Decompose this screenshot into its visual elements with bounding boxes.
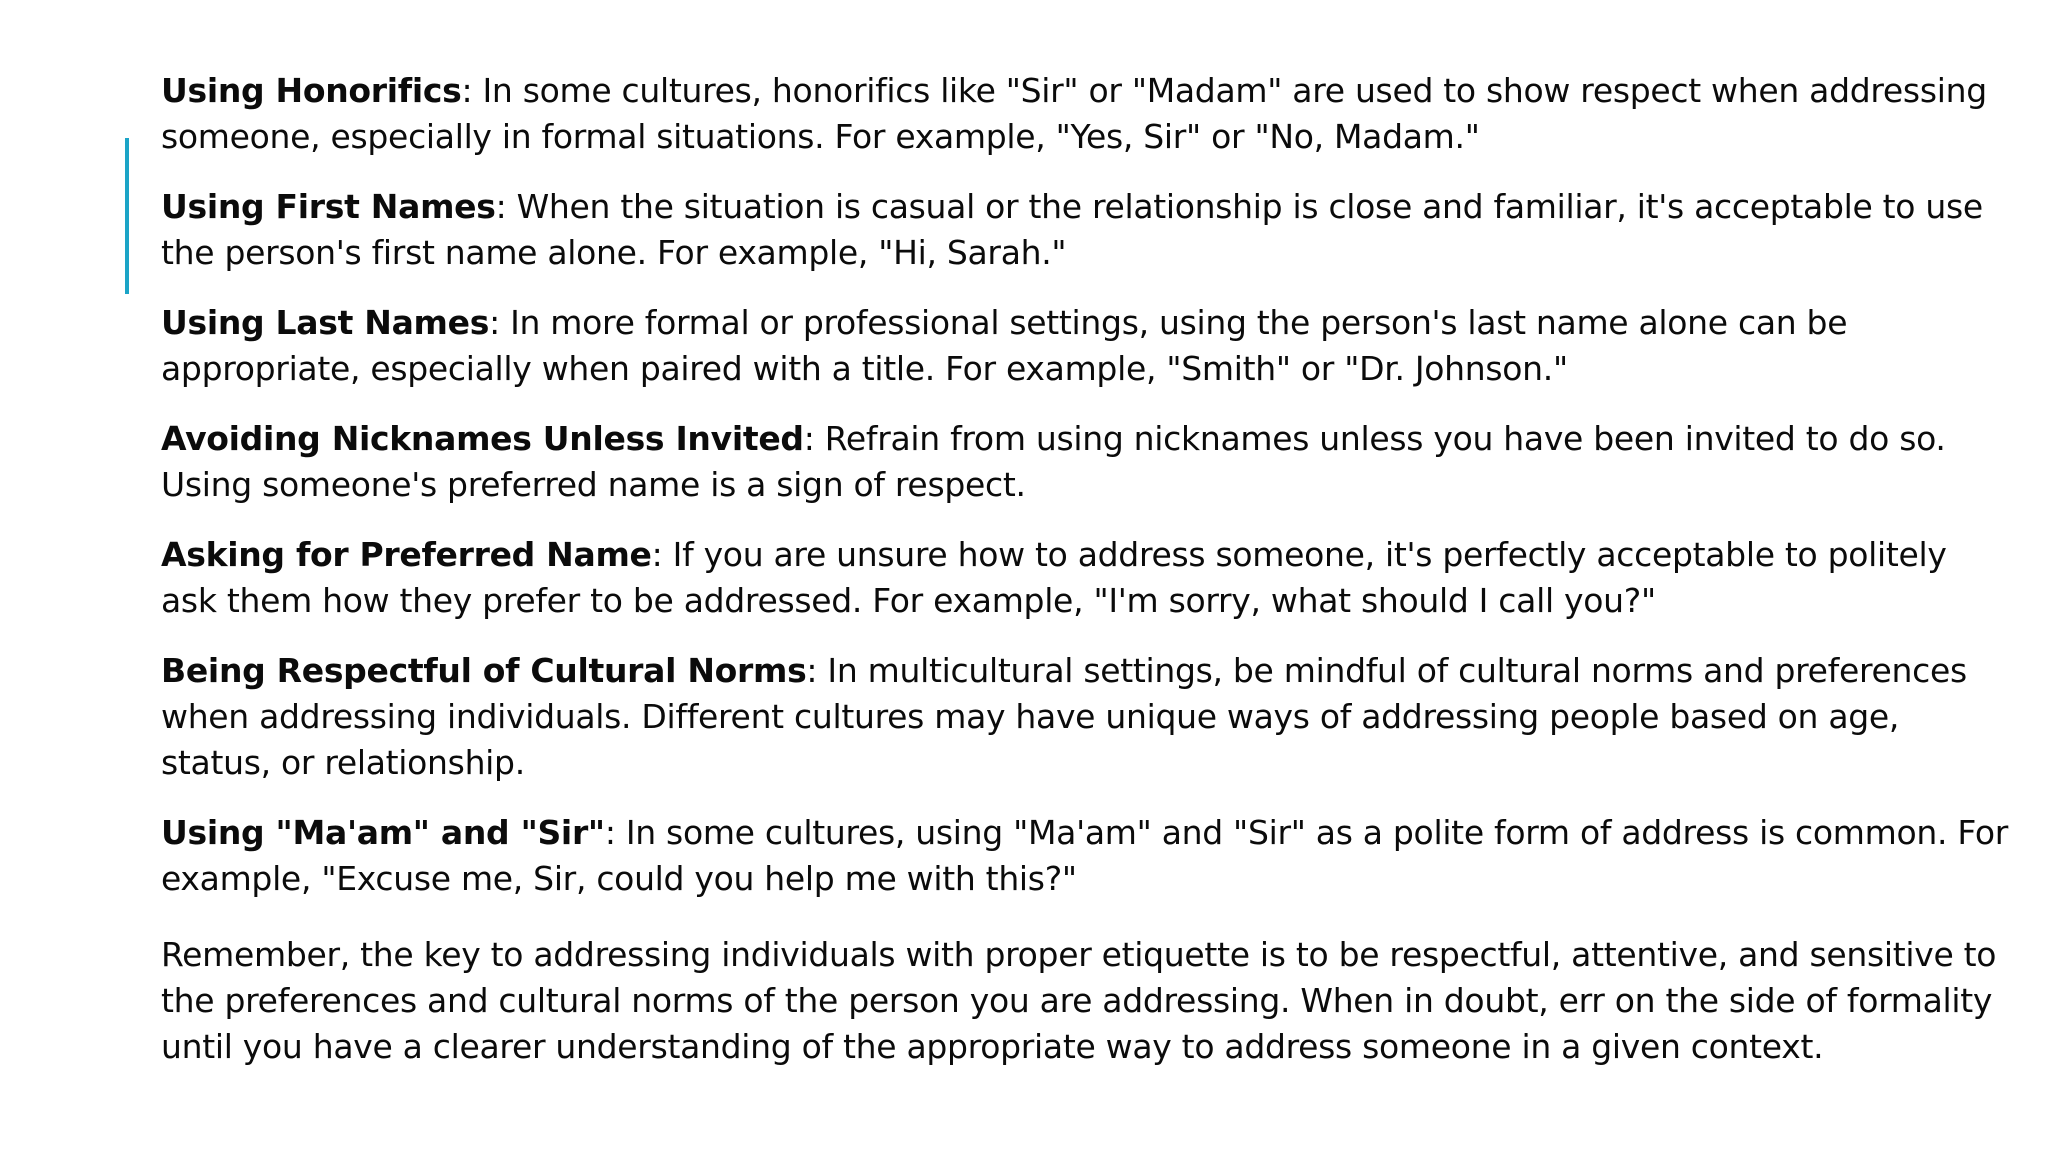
item-text: : If you are unsure how to address someone, it's perfectly acceptable to politely ask them how they prefer to be addressed. For example, "I'm sorry, what should I call you?" [161, 535, 1947, 620]
closing-paragraph: Remember, the key to addressing individuals with proper etiquette is to be respectful, attentive, and sensitive to the preferences and cultural norms of the person you are addressing. When in doubt, err on the side of formality until you have a clearer understanding of the appropriate way to address someone in a given context. [161, 935, 1997, 1066]
item-term: Using First Names [161, 187, 496, 226]
item-term: Avoiding Nicknames Unless Invited [161, 419, 804, 458]
item-last-names [161, 300, 2011, 392]
item-text: : Refrain from using nicknames unless you have been invited to do so. Using someone's preferred name is a sign of respect. [161, 419, 1946, 504]
item-honorifics [161, 68, 2011, 160]
item-text: : In some cultures, honorifics like "Sir" or "Madam" are used to show respect when addressing someone, especially in formal situations. For example, "Yes, Sir" or "No, Madam." [161, 71, 1987, 156]
item-term: Using Last Names [161, 303, 490, 342]
item-cultural-norms [161, 648, 2011, 786]
item-nicknames [161, 416, 2011, 508]
item-text: : In some cultures, using "Ma'am" and "Sir" as a polite form of address is common. For example, "Excuse me, Sir, could you help me with this?" [161, 813, 2009, 898]
item-term: Being Respectful of Cultural Norms [161, 651, 807, 690]
item-term: Using "Ma'am" and "Sir" [161, 813, 605, 852]
accent-bar [125, 138, 129, 294]
item-text: : In multicultural settings, be mindful of cultural norms and preferences when addressing individuals. Different cultures may have unique ways of addressing people based on age, status, or relationship. [161, 651, 1967, 782]
item-maam-sir [161, 810, 2011, 902]
item-text: : In more formal or professional settings, using the person's last name alone can be appropriate, especially when paired with a title. For example, "Smith" or "Dr. Johnson." [161, 303, 1848, 388]
item-first-names [161, 184, 2011, 276]
item-term: Using Honorifics [161, 71, 462, 110]
item-preferred-name [161, 532, 2011, 624]
item-text: : When the situation is casual or the relationship is close and familiar, it's acceptable to use the person's first name alone. For example, "Hi, Sarah." [161, 187, 1983, 272]
slide-content [161, 68, 2011, 1094]
item-term: Asking for Preferred Name [161, 535, 652, 574]
